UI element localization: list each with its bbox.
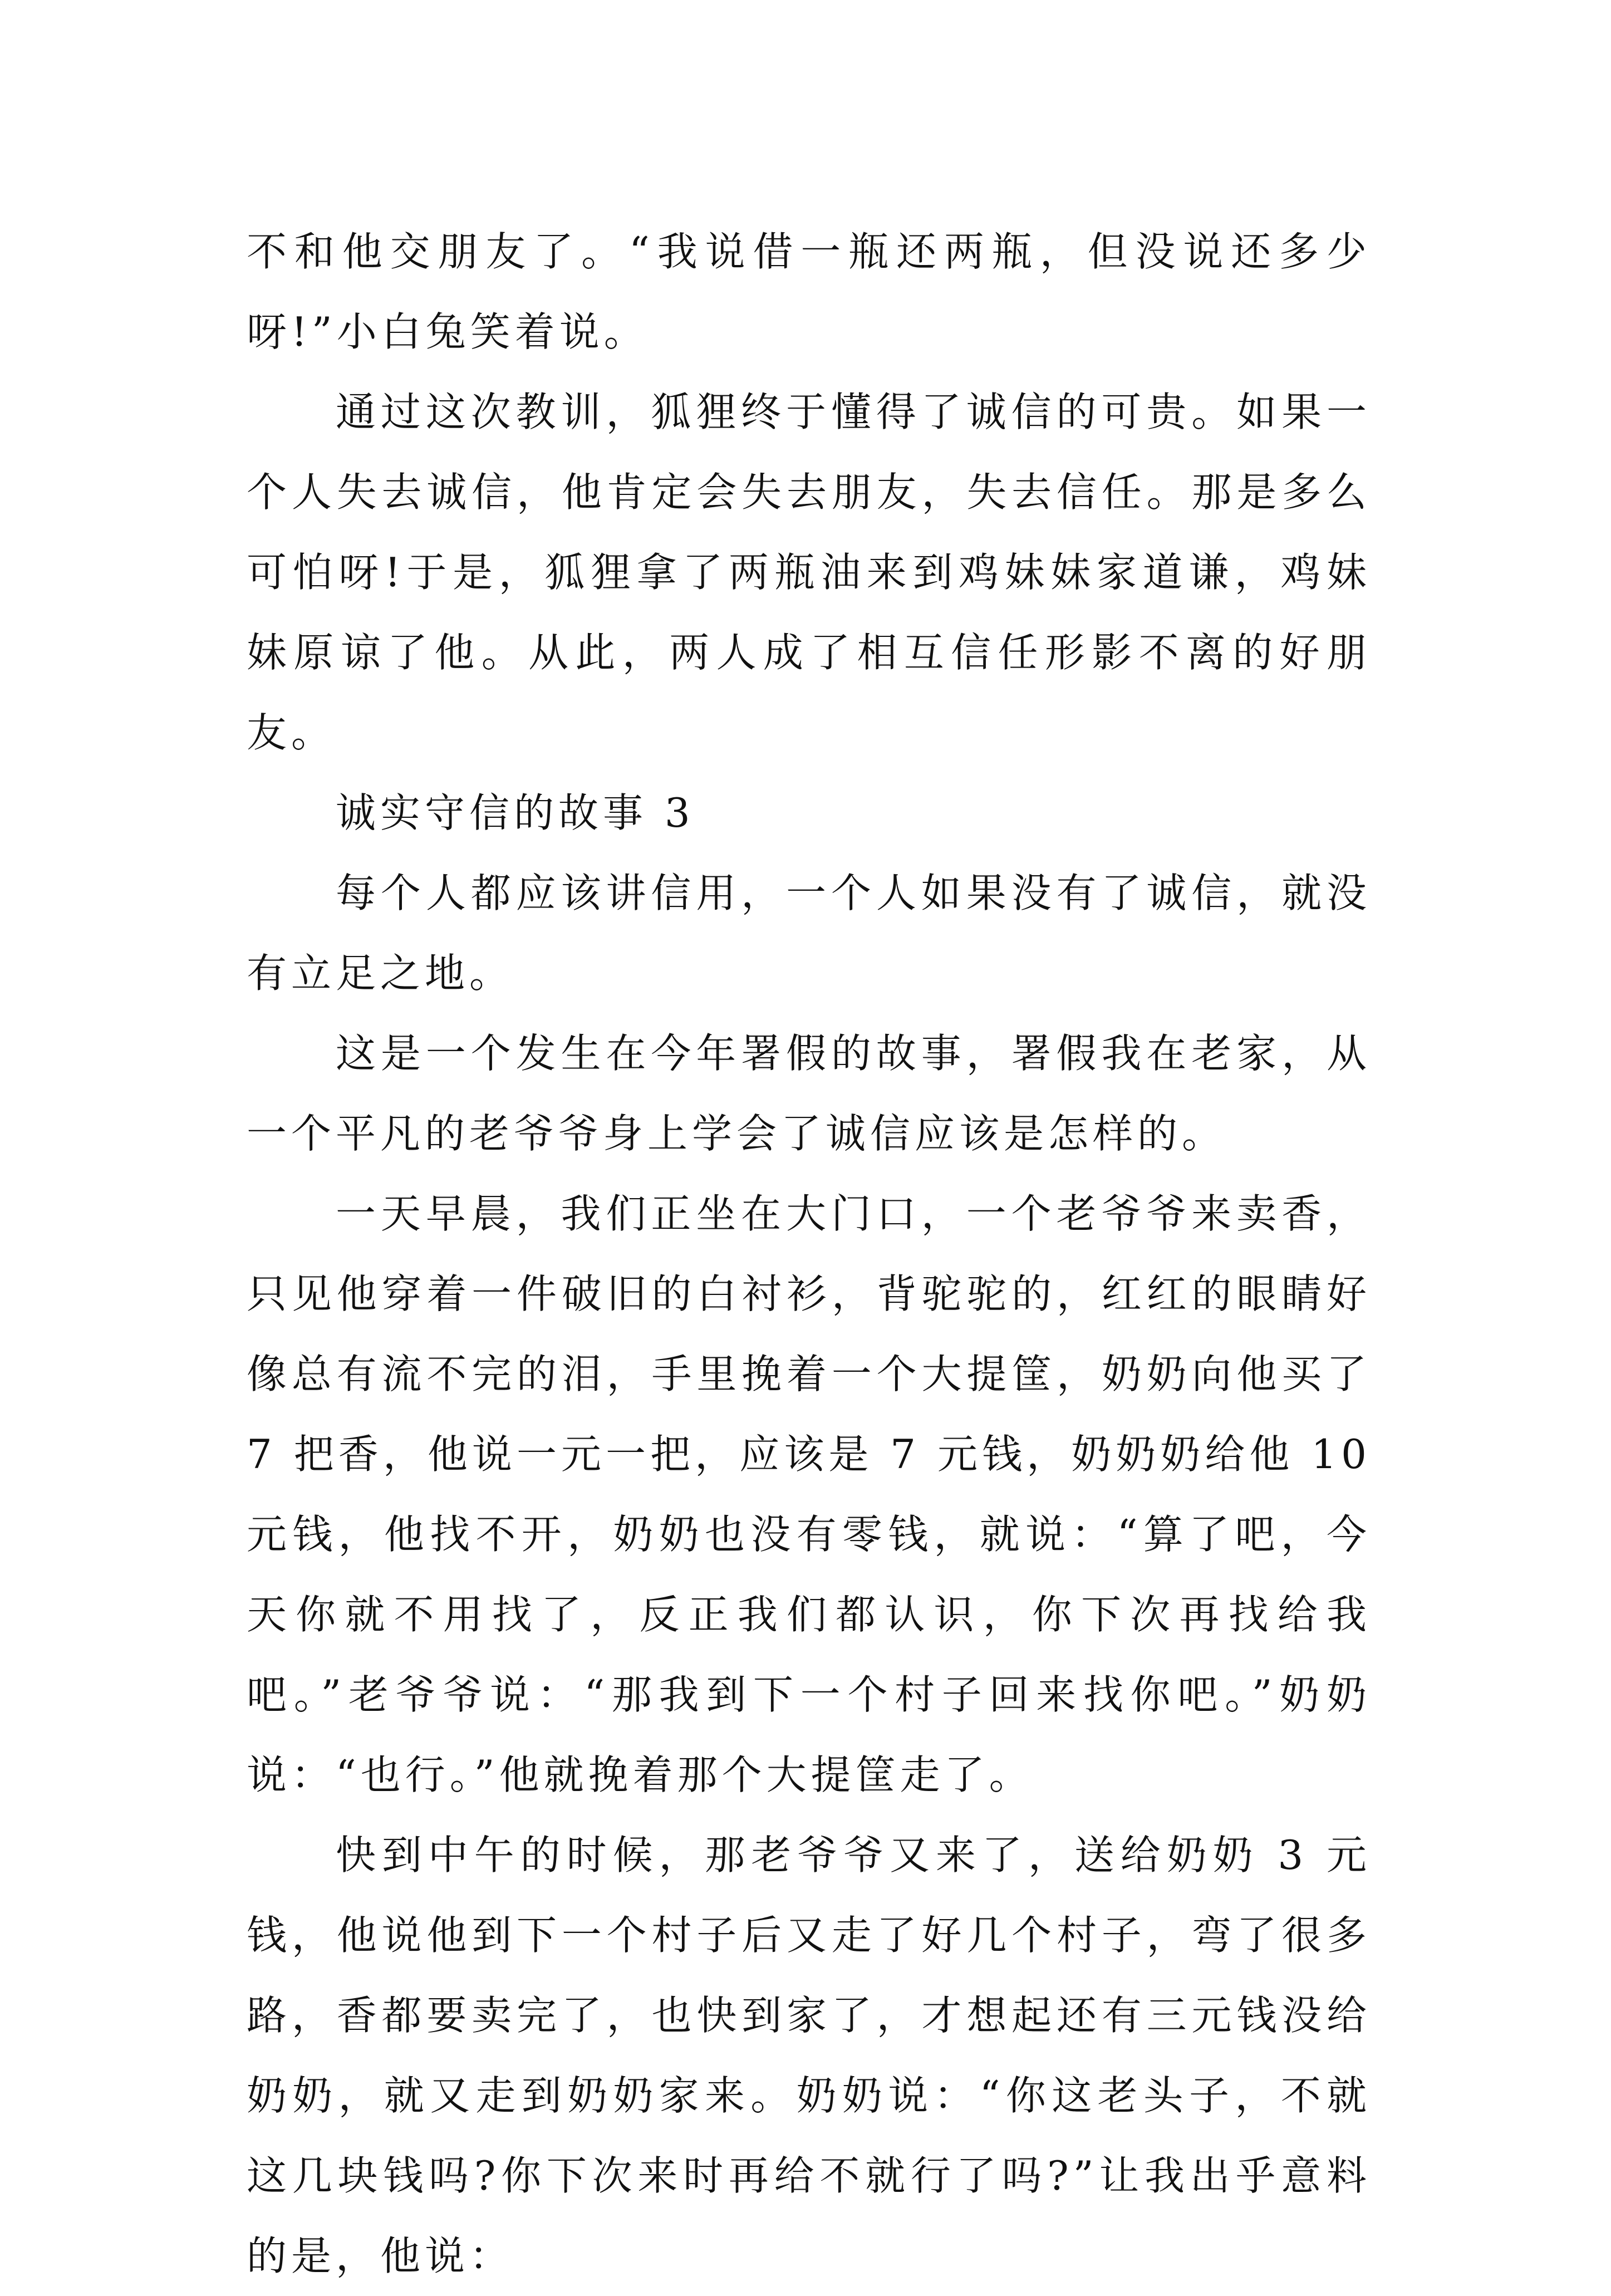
paragraph: 通过这次教训，狐狸终于懂得了诚信的可贵。如果一个人失去诚信，他肯定会失去朋友，失去信任。那是多么可怕呀!于是，狐狸拿了两瓶油来到鸡妹妹家道谦，鸡妹妹原谅了他。从此，两人成了相互信任形影不离的好朋友。 bbox=[247, 389, 1371, 756]
paragraph: 一天早晨，我们正坐在大门口，一个老爷爷来卖香，只见他穿着一件破旧的白衬衫，背驼驼的，红红的眼睛好像总有流不完的泪，手里挽着一个大提筐，奶奶向他买了 7 把香，他说一元一把，应该是 7 元钱，奶奶奶给他 10 元钱，他找不开，奶奶也没有零钱，就说：“算了吧，今天你就不用找了，反正我们都认识，你下次再找给我吧。”老爷爷说：“那我到下一个村子回来找你吧。”奶奶说：“也行。”他就挽着那个大提筐走了。 bbox=[247, 1190, 1371, 1798]
paragraph: 这是一个发生在今年署假的故事，署假我在老家，从一个平凡的老爷爷身上学会了诚信应该是怎样的。 bbox=[247, 1030, 1371, 1157]
document-body bbox=[247, 212, 1371, 2296]
section-heading: 诚实守信的故事 3 bbox=[336, 789, 695, 836]
paragraph-continuation: 不和他交朋友了。“我说借一瓶还两瓶，但没说还多少呀!”小白兔笑着说。 bbox=[247, 228, 1371, 355]
paragraph: 每个人都应该讲信用，一个人如果没有了诚信，就没有立足之地。 bbox=[247, 870, 1371, 997]
paragraph: 快到中午的时候，那老爷爷又来了，送给奶奶 3 元钱，他说他到下一个村子后又走了好几个村子，弯了很多路，香都要卖完了，也快到家了，才想起还有三元钱没给奶奶，就又走到奶奶家来。奶奶说：“你这老头子，不就这几块钱吗?你下次来时再给不就行了吗?”让我出乎意料的是，他说： bbox=[247, 1832, 1371, 2279]
